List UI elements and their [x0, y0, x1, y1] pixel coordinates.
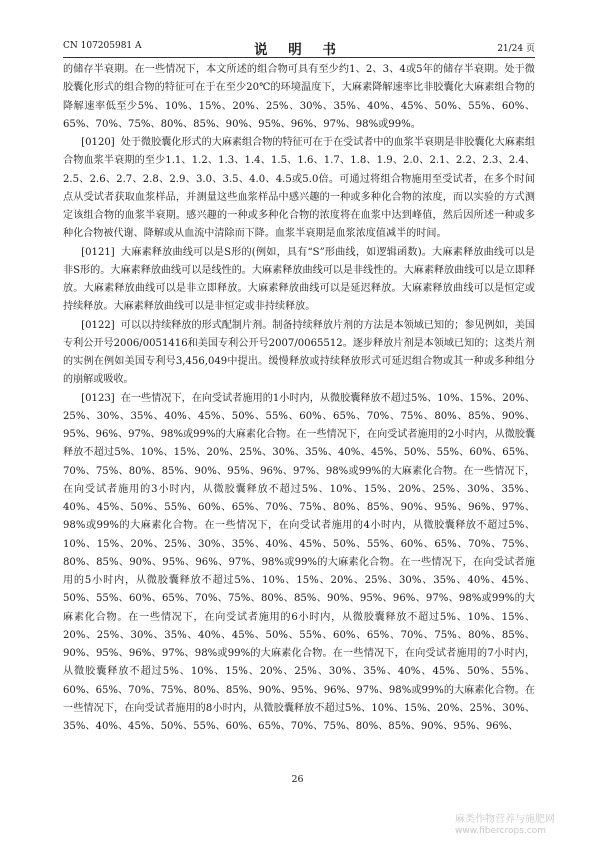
page-number: 26 [291, 774, 304, 785]
paragraph-number: [0120] [81, 137, 115, 148]
paragraph-number: [0122] [81, 319, 115, 331]
paragraph-text: 在一些情况下，在向受试者施用的1小时内，从微胶囊释放不超过5%、10%、15%、20%、25%、30%、35%、40%、45%、50%、55%、60%、65%、70%、75%、80%、85%、90%、95%、96%、97%、98%或99%的大麻素化合物。在一些情况下，在向受试者施用的2小时内，从微胶囊释放不超过5%、10%、15%、20%、25%、30%、35%、40%、45%、50%、55%、60%、65%、70%、75%、80%、85%、90%、95%、96%、97%、98%或99%的大麻素化合物。在一些情况下，在向受试者施用的3小时内，从微胶囊释放不超过5%、10%、15%、20%、25%、30%、35%、40%、45%、50%、55%、60%、65%、70%、75%、80%、85%、90%、95%、96%、97%、98%或99%的大麻素化合物。在一些情况下，在向受试者施用的4小时内，从微胶囊释放不超过5%、10%、15%、20%、25%、30%、35%、40%、45%、50%、55%、60%、65%、70%、75%、80%、85%、90%、95%、96%、97%、98%或99%的大麻素化合物。在一些情况下，在向受试者施用的5小时内，从微胶囊释放不超过5%、10%、15%、20%、25%、30%、35%、40%、45%、50%、55%、60%、65%、70%、75%、80%、85%、90%、95%、96%、97%、98%或99%的大麻素化合物。在一些情况下，在向受试者施用的6小时内，从微胶囊释放不超过5%、10%、15%、20%、25%、30%、35%、40%、45%、50%、55%、60%、65%、70%、75%、80%、85%、90%、95%、96%、97%、98%或99%的大麻素化合物。在一些情况下，在向受试者施用的7小时内，从微胶囊释放不超过5%、10%、15%、20%、25%、30%、35%、40%、45%、50%、55%、60%、65%、70%、75%、80%、85%、90%、95%、96%、97%、98%或99%的大麻素化合物。在一些情况下，在向受试者施用的8小时内，从微胶囊释放不超过5%、10%、15%、20%、25%、30%、35%、40%、45%、50%、55%、60%、65%、70%、75%、80%、85%、90%、95%、96%、 [63, 392, 535, 732]
paragraph-text: 的储存半衰期。在一些情况下，本文所述的组合物可具有至少约1、2、3、4或5年的储存半衰期。处于微胶囊化形式的组合物的特征可在于在至少20℃的环境温度下，大麻素降解速率比非胶囊化大麻素组合物的降解速率低至少5%、10%、15%、20%、25%、30%、35%、40%、45%、50%、55%、60%、65%、70%、75%、80%、85%、90%、95%、96%、97%、98%或99%。 [63, 64, 535, 130]
page-header [63, 38, 535, 56]
watermark-url: www.fibercrops.com [455, 826, 546, 836]
paragraph-text: 可以以持续释放的形式配制片剂。制备持续释放片剂的方法是本领域已知的；参见例如，美国专利公开号2006/0051416和美国专利公开号2007/0065512。逐步释放片剂是本领域已知的；这类片剂的实例在例如美国专利号3,456,049中提出。缓慢释放或持续释放形式可延迟组合物或其一种或多种组分的崩解或吸收。 [63, 319, 535, 386]
paragraph-0120 [63, 134, 535, 244]
paragraph-continuation [63, 61, 535, 134]
paragraph-text: 大麻素释放曲线可以是S形的(例如，具有“S”形曲线，如逻辑函数)。大麻素释放曲线可以是非S形的。大麻素释放曲线可以是线性的。大麻素释放曲线可以是非线性的。大麻素释放曲线可以是立即释放。大麻素释放曲线可以是非立即释放。大麻素释放曲线可以是延迟释放。大麻素释放曲线可以是恒定或持续释放。大麻素释放曲线可以是非恒定或非持续释放。 [63, 246, 535, 313]
document-body [63, 61, 535, 736]
watermark-site-name: 麻类作物营养与施肥网 [455, 814, 555, 825]
page-indicator: 21/24 页 [497, 44, 535, 54]
paragraph-text: 处于微胶囊化形式的大麻素组合物的特征可在于在受试者中的血浆半衰期是非胶囊化大麻素组合物血浆半衰期的至少1.1、1.2、1.3、1.4、1.5、1.6、1.7、1.8、1.9、2.0、2.1、2.2、2.3、2.4、2.5、2.6、2.7、2.8、2.9、3.0、3.5、4.0、4.5或5.0倍。可通过将组合物施用至受试者，在多个时间点从受试者获取血浆样品，并测量这些血浆样品中感兴趣的一种或多种化合物的浓度，而以实验的方式测定该组合物的血浆半衰期。感兴趣的一种或多种化合物的浓度将在血浆中达到峰值，然后因所述一种或多种化合物被代谢、降解或从血流中清除而下降。血浆半衰期是血浆浓度值减半的时间。 [63, 137, 535, 240]
patent-number: CN 107205981 A [63, 41, 142, 51]
paragraph-0123 [63, 390, 535, 737]
paragraph-0122 [63, 317, 535, 390]
paragraph-number: [0123] [81, 392, 115, 404]
document-title: 说 明 书 [254, 42, 344, 58]
watermark [455, 810, 555, 836]
paragraph-number: [0121] [81, 246, 115, 258]
paragraph-0121 [63, 244, 535, 317]
header-divider [63, 57, 535, 58]
